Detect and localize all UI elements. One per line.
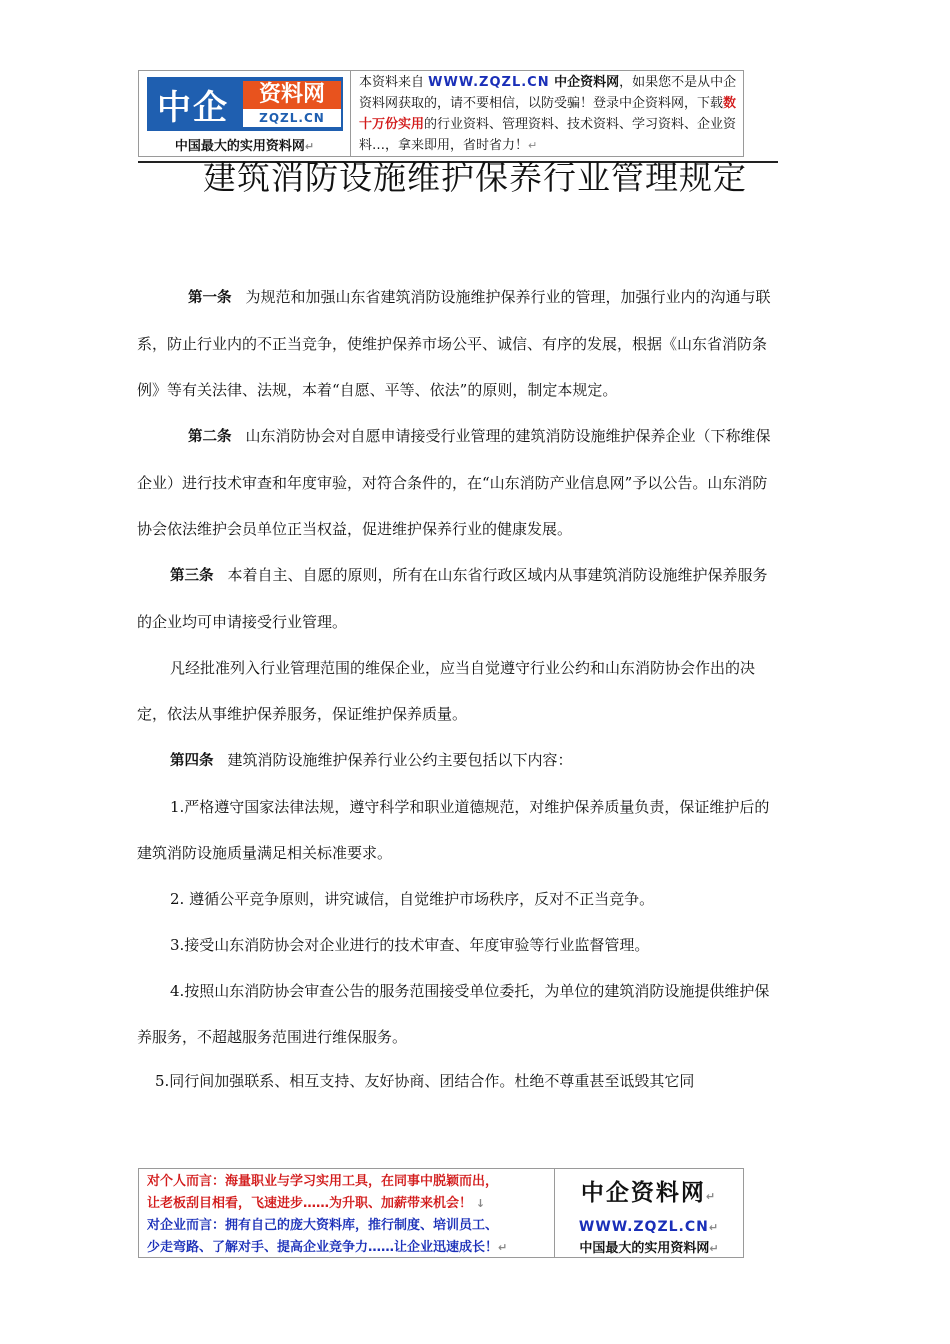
article-text: 为规范和加强山东省建筑消防设施维护保养行业的管理，加强行业内的沟通与联系，防止行业内的不正当竞争，使维护保养市场公平、诚信、有序的发展，根据《山东省消防条例》等有关法律、法规，本着“自愿、平等、依法”的原则，制定本规定。	[137, 288, 771, 399]
promo-line: 让老板刮目相看，飞速进步……为升职、加薪带来机会！ ↓	[147, 1196, 486, 1211]
promo-line: 对企业而言：拥有自己的庞大资料库，推行制度、培训员工、	[147, 1218, 499, 1233]
header-notice: 本资料来自 WWW.ZQZL.CN 中企资料网，如果您不是从中企资料网获取的，请不要相信，以防受骗！登录中企资料网，下载数十万份实用的行业资料、管理资料、技术资料、学习资料、企业资料…，拿来即用，省时省力！↵	[359, 75, 737, 153]
footer-slogan: 中国最大的实用资料网↵	[579, 1241, 719, 1256]
article-3	[137, 552, 775, 645]
article-text: 山东消防协会对自愿申请接受行业管理的建筑消防设施维护保养企业（下称维保企业）进行技术审查和年度审验，对符合条件的，在“山东消防产业信息网”予以公告。山东消防协会依法维护会员单位正当权益，促进维护保养行业的健康发展。	[137, 427, 771, 538]
page-title: 建筑消防设施维护保养行业管理规定	[203, 158, 747, 197]
footer-brand: 中企资料网↵	[580, 1180, 718, 1206]
document-body	[137, 274, 775, 1092]
article-label: 第四条	[170, 753, 214, 769]
list-item: 3.接受山东消防协会对企业进行的技术审查、年度审验等行业监督管理。	[170, 936, 650, 954]
article-2	[137, 413, 775, 552]
promo-line: 对个人而言：海量职业与学习实用工具，在同事中脱颖而出，	[147, 1174, 499, 1189]
article-label: 第二条	[188, 429, 232, 445]
site-logo[interactable]	[139, 71, 351, 156]
list-item: 2. 遵循公平竞争原则，讲究诚信，自觉维护市场秩序，反对不正当竞争。	[170, 890, 655, 908]
article-1	[137, 274, 775, 413]
list-item: 1.严格遵守国家法律法规，遵守科学和职业道德规范，对维护保养质量负责，保证维护后的建筑消防设施质量满足相关标准要求。	[137, 798, 770, 862]
logo-side-text: 资料网	[243, 81, 341, 109]
footer-promo	[139, 1169, 555, 1257]
logo-domain: ZQZL.CN	[243, 109, 341, 127]
logo-side	[243, 81, 341, 127]
promo-line: 少走弯路、了解对手、提高企业竞争力……让企业迅速成长！↵	[147, 1240, 508, 1255]
logo-box	[147, 77, 343, 131]
article-label: 第三条	[170, 568, 214, 584]
notice-text-3: ，如果您不是从中企资料网获取的，请不要相信，以防受骗！登录中企资料网，下载	[359, 75, 737, 111]
article-4	[137, 737, 775, 784]
list-item: 4.按照山东消防协会审查公告的服务范围接受单位委托，为单位的建筑消防设施提供维护保养服务，不超越服务范围进行维保服务。	[137, 982, 770, 1046]
footer-logo[interactable]	[555, 1169, 743, 1257]
logo-main-text: 中企	[157, 87, 229, 128]
logo-slogan: 中国最大的实用资料网↵	[174, 139, 315, 154]
article-text: 本着自主、自愿的原则，所有在山东省行政区域内从事建筑消防设施维护保养服务的企业均可申请接受行业管理。	[137, 566, 768, 631]
notice-text-1: 本资料来自	[359, 75, 429, 90]
article-text: 建筑消防设施维护保养行业公约主要包括以下内容：	[227, 751, 573, 769]
article-label: 第一条	[188, 290, 232, 306]
notice-highlight: 数十万份实用	[359, 96, 737, 132]
footer-url-link[interactable]: WWW.ZQZL.CN↵	[578, 1219, 720, 1235]
header-banner	[138, 70, 744, 157]
list-item: 5.同行间加强联系、相互支持、友好协商、团结合作。杜绝不尊重甚至诋毁其它同	[155, 1072, 695, 1090]
article-3-paragraph-2: 凡经批准列入行业管理范围的维保企业，应当自觉遵守行业公约和山东消防协会作出的决定，依法从事维护保养服务，保证维护保养质量。	[137, 659, 756, 723]
header-url-link[interactable]: WWW.ZQZL.CN	[428, 75, 550, 90]
footer-banner	[138, 1168, 744, 1258]
notice-site-name: 中企资料网	[549, 75, 620, 90]
notice-text-4: 的行业资料、管理资料、技术资料、学习资料、企业资料…，拿来即用，省时省力！	[359, 117, 737, 153]
